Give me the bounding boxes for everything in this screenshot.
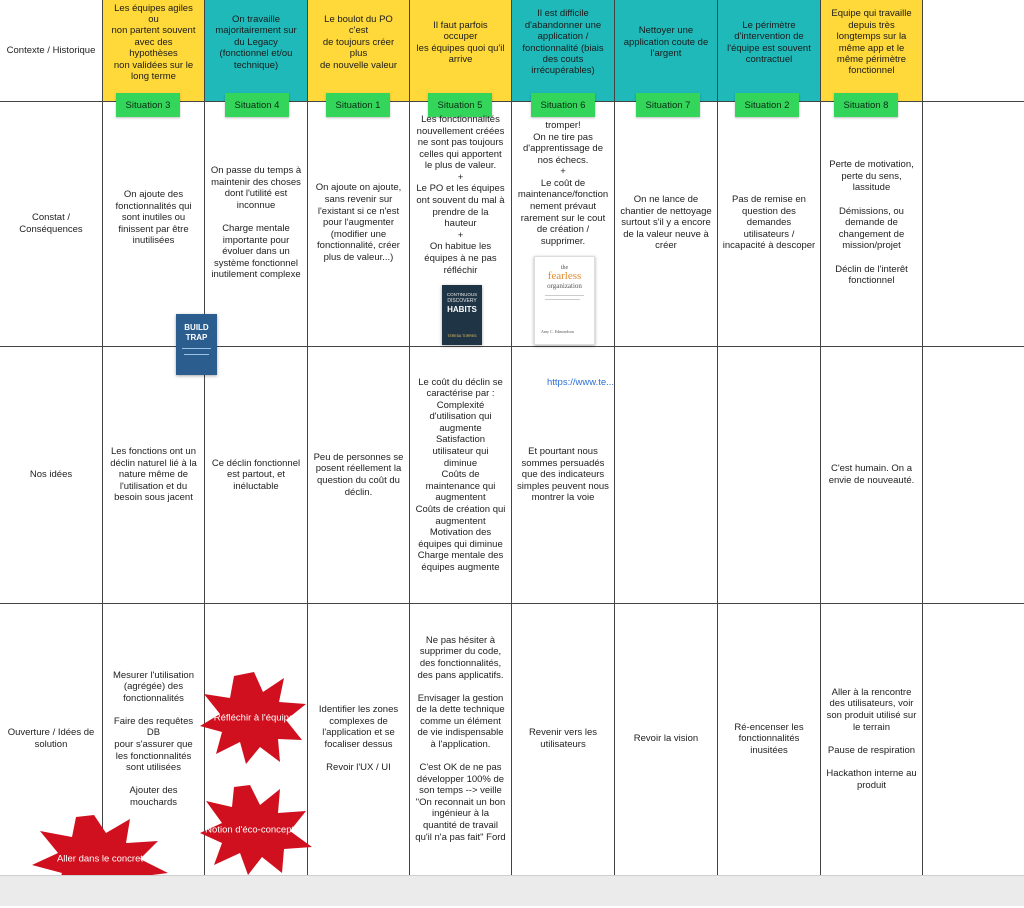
constat-cell: Perte de motivation, perte du sens, lassitude Démissions, ou demande de changement de mission/projet Déclin de l'interêt fonctionnel — [829, 159, 914, 287]
book-line: HABITS — [447, 305, 477, 314]
context-cell: Nettoyer une application coute de l'argent — [623, 25, 709, 60]
bottom-scroll-bar[interactable] — [0, 875, 1024, 906]
situation-tag[interactable]: Situation 4 — [225, 93, 289, 117]
situation-tag[interactable]: Situation 1 — [326, 93, 390, 117]
situation-tag[interactable]: Situation 5 — [428, 93, 492, 117]
context-cell: Il faut parfois occuper les équipes quoi qu'il arrive — [416, 19, 505, 65]
book-author: TERESA TORRES — [447, 334, 477, 338]
idee-cell: C'est humain. On a envie de nouveauté. — [828, 463, 915, 486]
book-line: CONTINUOUS — [446, 292, 478, 297]
ouverture-cell: Ré-encenser les fonctionnalités inusitées — [734, 721, 804, 756]
constat-cell: On ajoute on ajoute, sans revenir sur l'existant si ce n'est pour l'augmenter (modifier une fonctionnalité, créer plus de valeur...) — [315, 182, 402, 263]
red-starburst-sticker[interactable] — [200, 672, 308, 764]
idee-cell: Les fonctions ont un déclin naturel lié à la nature même de l'utilisation et du besoin sous jacent — [110, 446, 197, 504]
star-label: Aller dans le concret — [56, 853, 144, 865]
situation-tag[interactable]: Situation 3 — [116, 93, 180, 117]
situation-tag[interactable]: Situation 6 — [531, 93, 595, 117]
book-title: BUILD — [184, 323, 209, 332]
row-label-idees: Nos idées — [29, 468, 73, 480]
constat-cell: On ne lance de chantier de nettoyage surtout s'il y a encore de la valeur neuve à créer — [620, 194, 712, 252]
idee-cell: Peu de personnes se posent réellement la question du coût du déclin. — [313, 451, 404, 498]
ouverture-cell: Ne pas hésiter à supprimer du code, des fonctionnalités, des pans applicatifs. Envisager la gestion de la dette technique comme un élément de vie indispensable à l'application. C'est OK de ne pas développer 100% de son temps --> veille "On reconnait un bon ingénieur à la quantité de travail qu'il n'a pas fait" Ford — [415, 634, 506, 843]
ouverture-cell: Revenir vers les utilisateurs — [528, 727, 598, 750]
situation-tag[interactable]: Situation 2 — [735, 93, 799, 117]
constat-cell: On ajoute des fonctionnalités qui sont inutiles ou finissent par être inutilisées — [115, 189, 192, 247]
row-label-constat: Constat / Conséquences — [19, 211, 83, 235]
book-author: Amy C. Edmondson — [541, 329, 574, 334]
context-cell: Le périmètre d'intervention de l'équipe est souvent contractuel — [727, 19, 811, 65]
situation-tag[interactable]: Situation 7 — [636, 93, 700, 117]
discovery-habits-book-image[interactable] — [442, 285, 482, 345]
star-label: Notion d'éco-conception — [205, 824, 307, 836]
fearless-organization-book-image[interactable] — [534, 256, 595, 345]
context-cell: Equipe qui travaille depuis très longtemps sur la même app et le même périmètre fonctionnel — [831, 8, 912, 77]
row-label-ouverture: Ouverture / Idées de solution — [7, 727, 95, 750]
ouverture-cell: Mesurer l'utilisation (agrégée) des fonctionnalités Faire des requêtes DB pour s'assurer que les fonctionnalités sont utilisées Ajouter des mouchards — [112, 669, 194, 808]
red-starburst-sticker[interactable] — [200, 785, 312, 875]
situation-tag[interactable]: Situation 8 — [834, 93, 898, 117]
external-link[interactable]: https://www.te... — [547, 377, 615, 388]
context-cell: Le boulot du PO c'est de toujours créer plus de nouvelle valeur — [319, 14, 398, 71]
context-cell: Il est difficile d'abandonner une application / fonctionnalité (biais des couts irrécupérables) — [522, 8, 604, 77]
constat-cell: tromper! On ne tire pas d'apprentissage de nos échecs. + Le coût de maintenance/fonction nement prévaut rarement sur le cout de création / supprimer. — [517, 120, 609, 247]
context-cell: Les équipes agiles ou non partent souvent avec des hypothèses non validées sur le long terme — [111, 2, 196, 82]
book-title: fearless — [547, 270, 582, 282]
star-label: Réfléchir à l'équipe — [213, 712, 295, 724]
idee-cell: Le coût du déclin se caractérise par : Complexité d'utilisation qui augmente Satisfaction utilisateur qui diminue Coûts de maintenance qui augmentent Coûts de création qui augmentent Motivation des équipes qui diminue Charge mentale des équipes augmente — [415, 376, 506, 573]
build-trap-book-image[interactable] — [176, 314, 217, 375]
book-subtitle: organization — [547, 282, 582, 290]
constat-cell: On passe du temps à maintenir des choses dont l'utilité est inconnue Charge mentale importante pour évoluer dans un système fonctionnel inutilement complexe — [210, 165, 302, 281]
constat-cell: Pas de remise en question des demandes utilisateurs / incapacité à descoper — [722, 194, 816, 252]
book-line: DISCOVERY — [447, 298, 477, 304]
idee-cell: Et pourtant nous sommes persuadés que des indicateurs simples peuvent nous montrer la voie — [517, 446, 609, 504]
idee-cell: Ce déclin fonctionnel est partout, et inéluctable — [211, 457, 301, 492]
ouverture-cell: Revoir la vision — [633, 733, 699, 745]
book-title: TRAP — [185, 333, 208, 342]
ouverture-cell: Aller à la rencontre des utilisateurs, voir son produit utilisé sur le terrain Pause de respiration Hackathon interne au produit — [826, 686, 917, 791]
context-cell: On travaille majoritairement sur du Legacy (fonctionnel et/ou technique) — [215, 14, 297, 71]
ouverture-cell: Identifier les zones complexes de l'application et se focaliser dessus Revoir l'UX / UI — [318, 704, 399, 774]
book-line: the — [560, 265, 569, 271]
constat-cell: Les fonctionnalités nouvellement créées ne sont pas toujours celles qui apportent le plus de valeur. + Le PO et les équipes ont souvent du mal à prendre de la hauteur + On habitue les équipes à ne pas réfléchir — [416, 114, 505, 276]
row-label-context: Contexte / Historique — [6, 44, 96, 56]
